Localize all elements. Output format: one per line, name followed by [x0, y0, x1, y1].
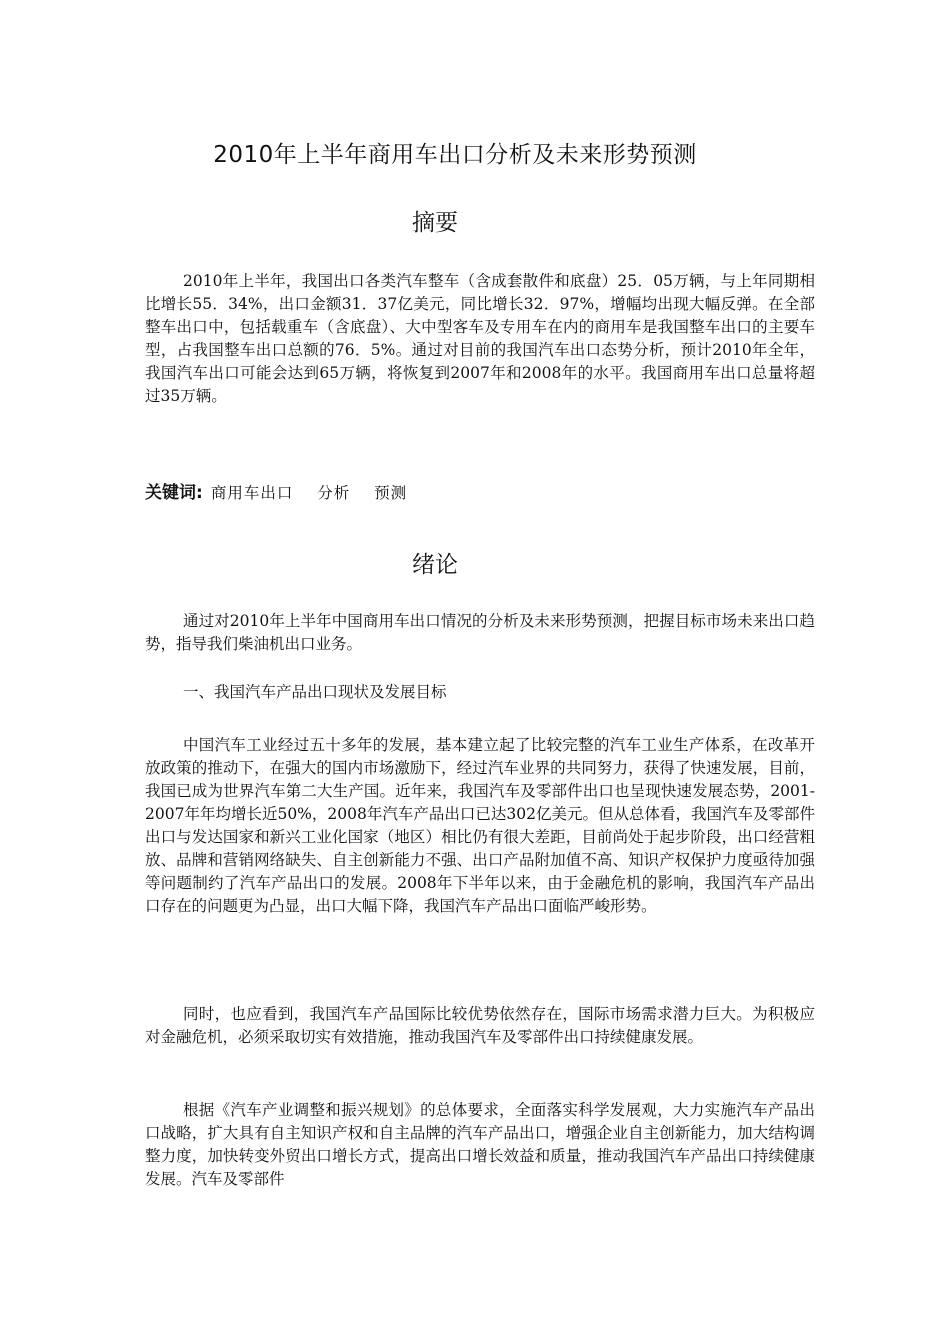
- section-heading: 一、我国汽车产品出口现状及发展目标: [183, 683, 447, 701]
- intro-heading: 绪论: [412, 552, 458, 578]
- body-paragraph-1: 中国汽车工业经过五十多年的发展，基本建立起了比较完整的汽车工业生产体系，在改革开放政策的推动下，在强大的国内市场激励下，经过汽车业界的共同努力，获得了快速发展，目前，我国已成为世界汽车第二大生产国。近年来，我国汽车及零部件出口也呈现快速发展态势，2001-2007年年均增长近50%，2008年汽车产品出口已达302亿美元。但从总体看，我国汽车及零部件出口与发达国家和新兴工业化国家（地区）相比仍有很大差距，目前尚处于起步阶段，出口经营粗放、品牌和营销网络缺失、自主创新能力不强、出口产品附加值不高、知识产权保护力度亟待加强等问题制约了汽车产品出口的发展。2008年下半年以来，由于金融危机的影响，我国汽车产品出口存在的问题更为凸显，出口大幅下降，我国汽车产品出口面临严峻形势。: [145, 736, 815, 915]
- intro-paragraph: 通过对2010年上半年中国商用车出口情况的分析及未来形势预测，把握目标市场未来出口趋势，指导我们柴油机出口业务。: [145, 612, 815, 653]
- document-title: 2010年上半年商用车出口分析及未来形势预测: [213, 142, 697, 168]
- body-paragraph-3: 根据《汽车产业调整和振兴规划》的总体要求，全面落实科学发展观，大力实施汽车产品出口战略，扩大具有自主知识产权和自主品牌的汽车产品出口，增强企业自主创新能力，加大结构调整力度，加快转变外贸出口增长方式，提高出口增长效益和质量，推动我国汽车产品出口持续健康发展。汽车及零部件: [145, 1101, 815, 1188]
- keywords-label: 关键词:: [145, 483, 203, 503]
- abstract-paragraph: 2010年上半年，我国出口各类汽车整车（含成套散件和底盘）25．05万辆，与上年同期相比增长55．34%，出口金额31．37亿美元，同比增长32．97%，增幅均出现大幅反弹。在全部整车出口中，包括载重车（含底盘）、大中型客车及专用车在内的商用车是我国整车出口的主要车型，占我国整车出口总额的76．5%。通过对目前的我国汽车出口态势分析，预计2010年全年，我国汽车出口可能会达到65万辆，将恢复到2007年和2008年的水平。我国商用车出口总量将超过35万辆。: [145, 272, 815, 405]
- keywords-line: [145, 480, 815, 507]
- keywords-values: 商用车出口 分析 预测: [210, 484, 408, 502]
- body-paragraph-2: 同时，也应看到，我国汽车产品国际比较优势依然存在，国际市场需求潜力巨大。为积极应对金融危机，必须采取切实有效措施，推动我国汽车及零部件出口持续健康发展。: [145, 1005, 815, 1046]
- abstract-heading: 摘要: [412, 210, 458, 236]
